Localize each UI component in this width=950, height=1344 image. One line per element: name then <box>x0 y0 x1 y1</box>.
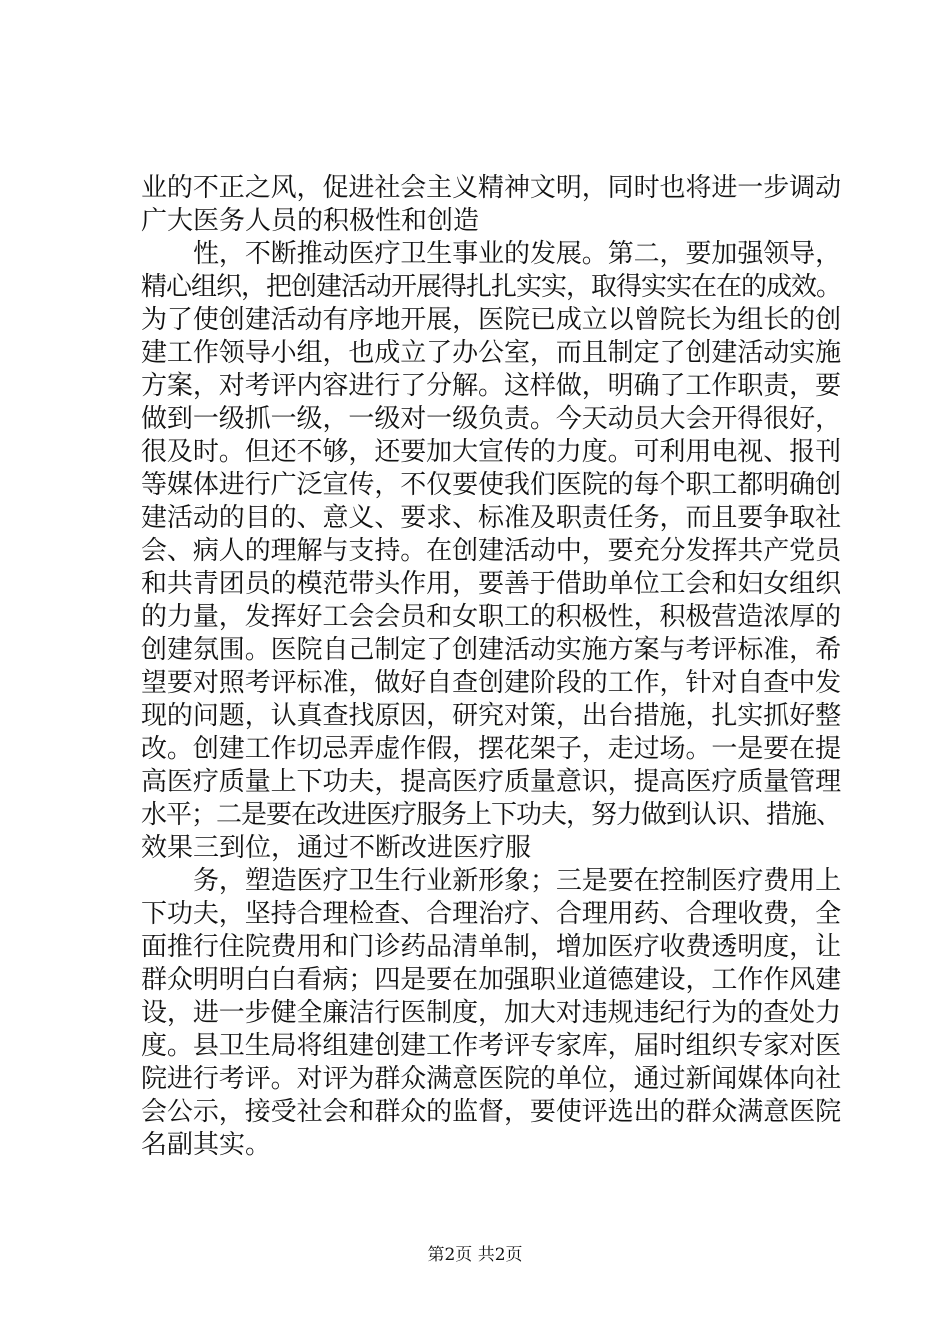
text-line: 会公示，接受社会和群众的监督，要使评选出的群众满意医院 <box>141 1097 842 1127</box>
text-line: 建活动的目的、意义、要求、标准及职责任务，而且要争取社 <box>141 503 842 533</box>
text-line: 下功夫，坚持合理检查、合理治疗、合理用药、合理收费，全 <box>141 899 842 929</box>
text-line: 建工作领导小组，也成立了办公室，而且制定了创建活动实施 <box>141 338 842 368</box>
text-line: 现的问题，认真查找原因，研究对策，出台措施，扎实抓好整 <box>141 701 842 731</box>
text-line: 群众明明白白看病；四是要在加强职业道德建设，工作作风建 <box>141 965 842 995</box>
text-line: 方案，对考评内容进行了分解。这样做，明确了工作职责，要 <box>141 371 842 401</box>
text-line: 很及时。但还不够，还要加大宣传的力度。可利用电视、报刊 <box>141 437 842 467</box>
text-line: 业的不正之风，促进社会主义精神文明，同时也将进一步调动 <box>141 173 842 203</box>
text-line: 务，塑造医疗卫生行业新形象；三是要在控制医疗费用上 <box>193 866 842 896</box>
text-line: 水平；二是要在改进医疗服务上下功夫，努力做到认识、措施、 <box>141 800 842 830</box>
text-line: 改。创建工作切忌弄虚作假，摆花架子，走过场。一是要在提 <box>141 734 842 764</box>
paragraph <box>141 238 841 865</box>
text-line: 和共青团员的模范带头作用，要善于借助单位工会和妇女组织 <box>141 569 842 599</box>
text-line: 精心组织，把创建活动开展得扎扎实实，取得实实在在的成效。 <box>141 272 842 302</box>
text-line: 望要对照考评标准，做好自查创建阶段的工作，针对自查中发 <box>141 668 842 698</box>
text-line: 的力量，发挥好工会会员和女职工的积极性，积极营造浓厚的 <box>141 602 842 632</box>
paragraph <box>141 172 841 238</box>
page-footer: 第2页 共2页 <box>427 1245 523 1265</box>
text-line: 面推行住院费用和门诊药品清单制，增加医疗收费透明度，让 <box>141 932 842 962</box>
paragraph <box>141 865 841 1162</box>
text-line: 创建氛围。医院自己制定了创建活动实施方案与考评标准，希 <box>141 635 842 665</box>
text-line: 广大医务人员的积极性和创造 <box>141 206 480 236</box>
text-line: 性，不断推动医疗卫生事业的发展。第二，要加强领导， <box>193 239 842 269</box>
text-line: 效果三到位，通过不断改进医疗服 <box>141 833 532 863</box>
text-line: 院进行考评。对评为群众满意医院的单位，通过新闻媒体向社 <box>141 1064 842 1094</box>
text-line: 高医疗质量上下功夫，提高医疗质量意识，提高医疗质量管理 <box>141 767 842 797</box>
text-line: 做到一级抓一级，一级对一级负责。今天动员大会开得很好， <box>141 404 842 434</box>
body-text <box>141 172 841 1162</box>
text-line: 设，进一步健全廉洁行医制度，加大对违规违纪行为的查处力 <box>141 998 842 1028</box>
text-line: 等媒体进行广泛宣传，不仅要使我们医院的每个职工都明确创 <box>141 470 842 500</box>
text-line: 会、病人的理解与支持。在创建活动中，要充分发挥共产党员 <box>141 536 842 566</box>
text-line: 名副其实。 <box>141 1130 272 1160</box>
text-line: 为了使创建活动有序地开展，医院已成立以曾院长为组长的创 <box>141 305 842 335</box>
text-line: 度。县卫生局将组建创建工作考评专家库，届时组织专家对医 <box>141 1031 842 1061</box>
